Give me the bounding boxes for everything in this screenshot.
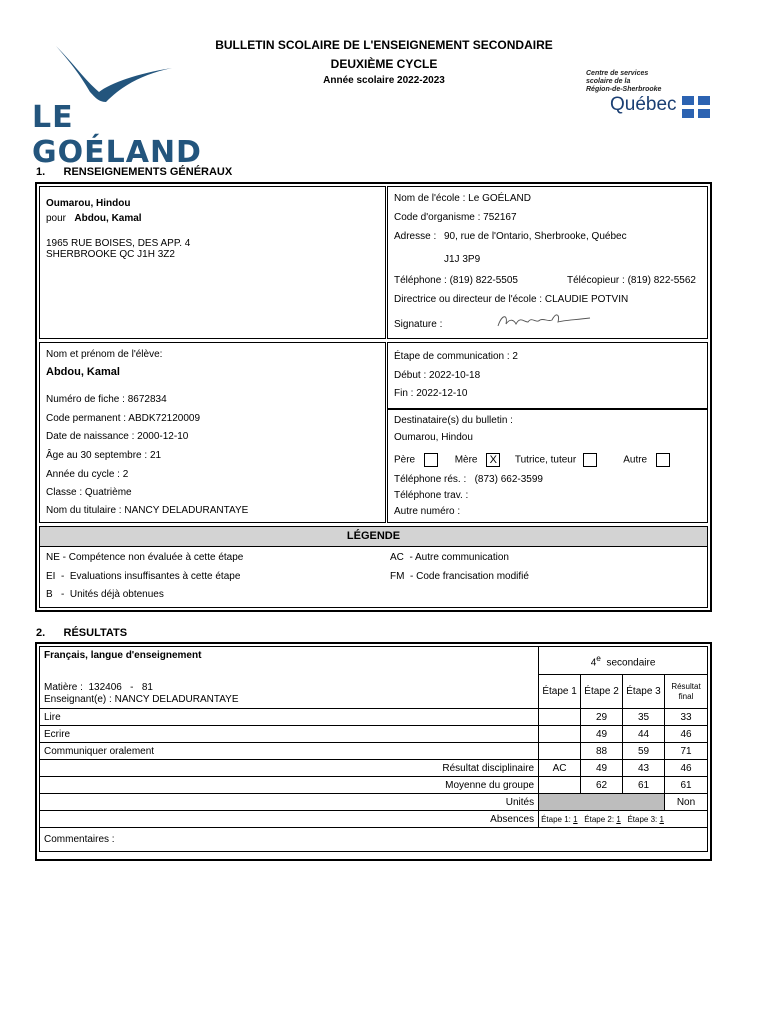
recipient-name: Oumarou, Hindou: [394, 432, 473, 443]
css-line1: Centre de services: [586, 70, 649, 77]
competency-e1: [539, 743, 581, 760]
signature-label: Signature :: [394, 319, 443, 330]
school-address: 90, rue de l'Ontario, Sherbrooke, Québec: [444, 231, 627, 242]
tutor-checkbox[interactable]: [583, 453, 597, 467]
group-average-e3: 61: [623, 777, 665, 794]
disciplinary-e2: 49: [581, 760, 623, 777]
school-name: Nom de l'école : Le GOÉLAND: [394, 193, 531, 204]
competency-label: Lire: [40, 709, 539, 726]
competency-f: 46: [665, 726, 708, 743]
legend-ne: NE - Compétence non évaluée à cette étape: [46, 552, 244, 563]
home-phone: Téléphone rés. : (873) 662-3599: [394, 474, 543, 485]
file-number: Numéro de fiche : 8672834: [46, 394, 167, 405]
competency-e2: 29: [581, 709, 623, 726]
tutor-label: Tutrice, tuteur: [514, 454, 577, 466]
school-year: Année scolaire 2022-2023: [323, 75, 445, 86]
legend-ei: EI - Evaluations insuffisantes à cette étape: [46, 571, 241, 582]
father-checkbox[interactable]: [424, 453, 438, 467]
absences-e3-label: Étape 3:: [627, 814, 658, 824]
student-name-label: Nom et prénom de l'élève:: [46, 349, 163, 360]
permanent-code: Code permanent : ABDK72120009: [46, 413, 200, 424]
competency-e3: 59: [623, 743, 665, 760]
report-title: BULLETIN SCOLAIRE DE L'ENSEIGNEMENT SECONDAIRE: [215, 38, 553, 52]
parent-name: Oumarou, Hindou: [46, 198, 131, 209]
school-phone: Téléphone : (819) 822-5505: [394, 275, 518, 286]
for-student: Abdou, Kamal: [74, 213, 142, 224]
competency-row: [40, 709, 708, 726]
school-code: Code d'organisme : 752167: [394, 212, 517, 223]
address-line2: SHERBROOKE QC J1H 3Z2: [46, 249, 175, 260]
competency-row: [40, 726, 708, 743]
disciplinary-e1: AC: [539, 760, 581, 777]
homeroom-teacher: Nom du titulaire : NANCY DELADURANTAYE: [46, 505, 249, 516]
recipient-checkboxes: [394, 453, 670, 467]
absences-e3: 1: [659, 814, 664, 824]
legend-fm: FM - Code francisation modifié: [390, 571, 529, 582]
section1-title: 1. RENSEIGNEMENTS GÉNÉRAUX: [36, 166, 233, 178]
level-cell: [539, 647, 708, 675]
disciplinary-e3: 43: [623, 760, 665, 777]
other-number: Autre numéro :: [394, 506, 461, 517]
matiere: Matière : 132406 - 81: [44, 682, 153, 693]
term-end: Fin : 2022-12-10: [394, 388, 468, 399]
recipient-label: Destinataire(s) du bulletin :: [394, 415, 513, 426]
cycle-year: Année du cycle : 2: [46, 469, 129, 480]
student-name: Abdou, Kamal: [46, 366, 120, 378]
disciplinary-final: 46: [665, 760, 708, 777]
group-average-final: 61: [665, 777, 708, 794]
legend-b: B - Unités déjà obtenues: [46, 589, 164, 600]
birth-date: Date de naissance : 2000-12-10: [46, 431, 189, 442]
section2-title: 2. RÉSULTATS: [36, 627, 128, 639]
col-final-line1: Résultat: [671, 681, 701, 691]
results-table: [39, 646, 708, 852]
level-number: 4: [590, 657, 597, 669]
mother-checkbox[interactable]: X: [486, 453, 500, 467]
absences-e1: 1: [573, 814, 578, 824]
group-average-e2: 62: [581, 777, 623, 794]
work-phone: Téléphone trav. :: [394, 490, 469, 501]
competency-e2: 88: [581, 743, 623, 760]
competency-e2: 49: [581, 726, 623, 743]
subject-name: Français, langue d'enseignement: [40, 647, 539, 675]
col-etape3: Étape 3: [623, 675, 665, 709]
absences-e1-label: Étape 1:: [541, 814, 571, 824]
school-director: Directrice ou directeur de l'école : CLAUDIE POTVIN: [394, 294, 629, 305]
quebec-wordmark: Québec: [610, 94, 677, 115]
competency-row: [40, 743, 708, 760]
competency-e1: [539, 709, 581, 726]
disciplinary-label: Résultat disciplinaire: [40, 760, 539, 777]
for-line: [46, 213, 142, 224]
col-etape2: Étape 2: [581, 675, 623, 709]
logo-text: LE GOÉLAND: [32, 100, 202, 170]
school-address-label: Adresse :: [394, 231, 437, 242]
competency-f: 71: [665, 743, 708, 760]
school-fax: Télécopieur : (819) 822-5562: [567, 275, 696, 286]
father-label: Père: [394, 454, 416, 466]
css-logo: [586, 70, 716, 120]
css-line3: Région-de-Sherbrooke: [586, 86, 662, 93]
subject-details: [40, 675, 539, 709]
absences-e2: 1: [616, 814, 621, 824]
competency-e3: 35: [623, 709, 665, 726]
age: Âge au 30 septembre : 21: [46, 450, 162, 461]
absences-label: Absences: [40, 811, 539, 828]
legend-title: LÉGENDE: [346, 530, 401, 542]
group-average-e1: [539, 777, 581, 794]
other-label: Autre: [623, 454, 648, 466]
absences-e2-label: Étape 2:: [584, 814, 615, 824]
competency-label: Communiquer oralement: [40, 743, 539, 760]
col-final: [665, 675, 708, 709]
address-line1: 1965 RUE BOISES, DES APP. 4: [46, 238, 191, 249]
comments: Commentaires :: [40, 828, 708, 852]
legend-ac: AC - Autre communication: [390, 552, 509, 563]
col-final-line2: final: [678, 691, 694, 701]
term-stage: Étape de communication : 2: [394, 351, 518, 362]
subject-teacher: Enseignant(e) : NANCY DELADURANTAYE: [44, 694, 239, 705]
for-label: pour: [46, 213, 67, 224]
competency-e3: 44: [623, 726, 665, 743]
level-text: secondaire: [606, 657, 656, 669]
units-label: Unités: [40, 794, 539, 811]
class: Classe : Quatrième: [46, 487, 132, 498]
competency-e1: [539, 726, 581, 743]
school-postal: J1J 3P9: [444, 254, 481, 265]
units-value: Non: [665, 794, 708, 811]
competency-f: 33: [665, 709, 708, 726]
col-etape1: Étape 1: [539, 675, 581, 709]
units-grey: [539, 794, 665, 811]
absences-values: [539, 811, 708, 828]
mother-label: Mère: [454, 454, 478, 466]
signature-icon: [494, 308, 594, 332]
report-subtitle: DEUXIÈME CYCLE: [330, 57, 438, 71]
term-start: Début : 2022-10-18: [394, 370, 481, 381]
competency-label: Ecrire: [40, 726, 539, 743]
level-sup: e: [596, 652, 601, 663]
css-line2: scolaire de la: [586, 78, 631, 85]
quebec-flag-icon: [682, 96, 710, 118]
other-checkbox[interactable]: [656, 453, 670, 467]
group-average-label: Moyenne du groupe: [40, 777, 539, 794]
